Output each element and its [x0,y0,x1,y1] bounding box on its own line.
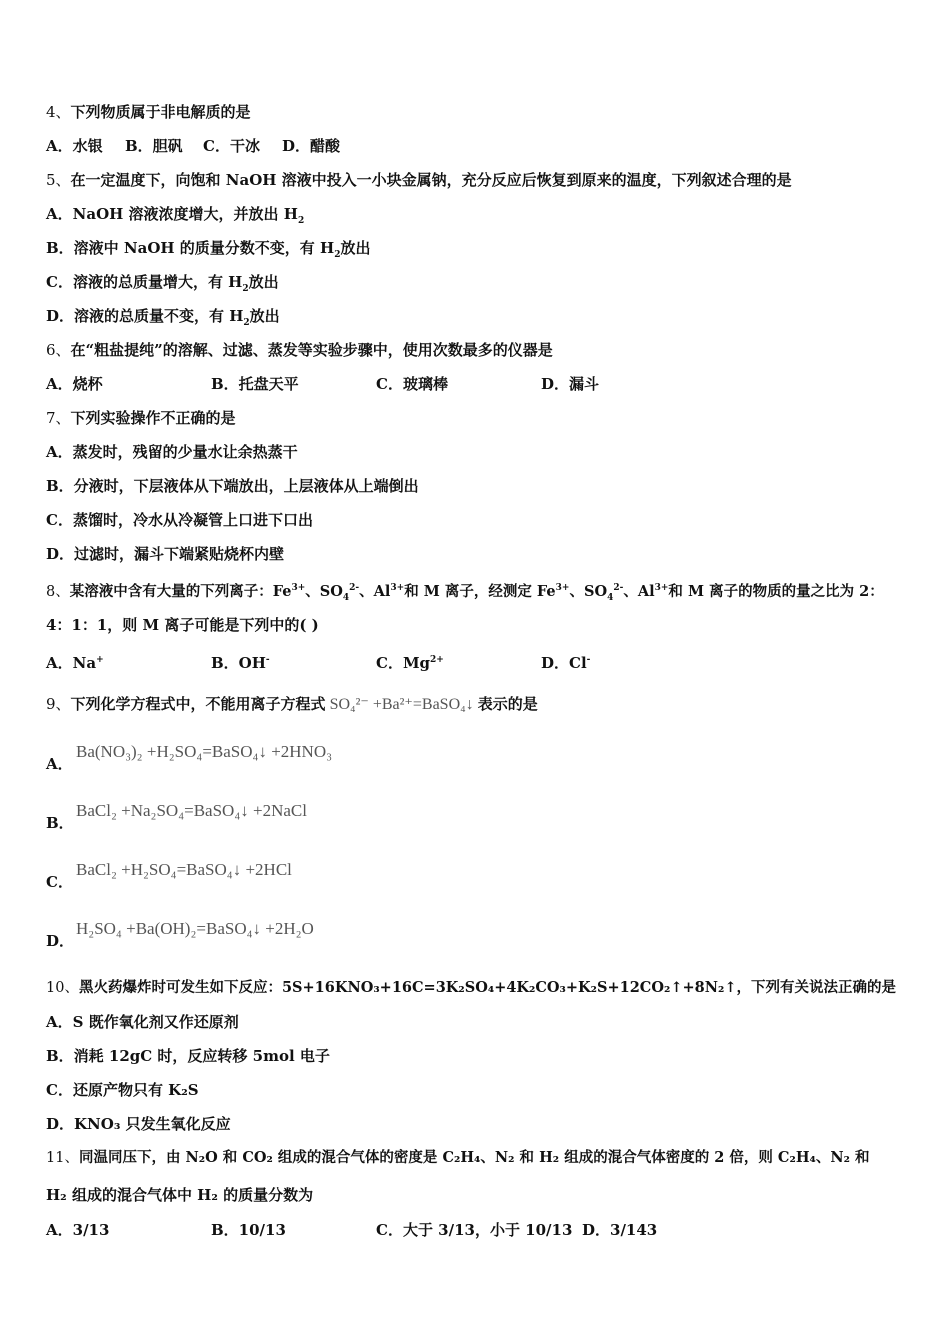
question-11-stem-line2: H₂ 组成的混合气体中 H₂ 的质量分数为 [46,1186,314,1204]
q10-option-d[interactable]: D．KNO₃ 只发生氧化反应 [46,1115,231,1133]
question-10-stem: 10、黑火药爆炸时可发生如下反应：5S+16KNO₃+16C=3K₂SO₄+4K₂CO₃+K₂S+12CO₂↑+8N₂↑，下列有关说法正确的是 [46,979,896,996]
q8-option-c[interactable]: C．$Mg^{2+}$ [376,654,444,672]
question-4-stem: 4、下列物质属于非电解质的是 [46,103,251,121]
q9-option-c-label[interactable]: C． [46,873,73,891]
q11-option-d[interactable]: D．3/143 [582,1221,658,1239]
q6-option-a[interactable]: A．烧杯 [46,375,103,393]
q6-option-b[interactable]: B．托盘天平 [211,375,299,393]
q4-option-d[interactable]: D．醋酸 [282,137,341,155]
question-6-stem: 6、在“粗盐提纯”的溶解、过滤、蒸发等实验步骤中，使用次数最多的仪器是 [46,341,553,359]
question-7-stem: 7、下列实验操作不正确的是 [46,409,236,427]
q9-option-c-equation: BaCl₂ +H₂SO₄=BaSO₄↓ +2HCl [76,860,292,879]
q8-option-d[interactable]: D．Cl- [541,654,591,672]
q7-option-d[interactable]: D．过滤时，漏斗下端紧贴烧杯内壁 [46,545,285,563]
q11-option-a[interactable]: A．3/13 [46,1221,110,1239]
q4-option-a[interactable]: A．水银 [46,137,103,155]
q10-option-b[interactable]: B．消耗 12gC 时，反应转移 5mol 电子 [46,1047,330,1065]
q9-option-d-label[interactable]: D． [46,932,75,950]
q10-option-a[interactable]: A．S 既作氧化剂又作还原剂 [46,1013,239,1031]
q7-option-a[interactable]: A．蒸发时，残留的少量水让余热蒸干 [46,443,298,461]
ionic-equation: SO₄²⁻ +Ba²⁺=BaSO₄↓ [329,696,474,713]
q4-option-b[interactable]: B．胆矾 [125,137,183,155]
q7-option-c[interactable]: C．蒸馏时，冷水从冷凝管上口进下口出 [46,511,313,529]
q6-option-c[interactable]: C．玻璃棒 [376,375,448,393]
q8-option-a[interactable]: A．Na+ [46,654,104,672]
q9-option-d-equation: H₂SO₄ +Ba(OH)₂=BaSO₄↓ +2H₂O [76,919,314,938]
q5-option-d[interactable]: D．溶液的总质量不变，有 $H_2$放出 [46,307,280,328]
q5-option-b[interactable]: B．溶液中 NaOH 的质量分数不变，有 $H_2$放出 [46,239,371,260]
q7-option-b[interactable]: B．分液时，下层液体从下端放出，上层液体从上端倒出 [46,477,419,495]
question-8-stem: 8、某溶液中含有大量的下列离子：$Fe^{3+}$、$SO_4^{2-}$、$Al^{3+}$和 M 离子，经测定 $Fe^{3+}$、$SO_4^{2-}$、$Al^{3+}$和 M 离子的物质的量之比为 2： [46,582,884,603]
question-8-stem-line2: 4：1：1，则 M 离子可能是下列中的( ) [46,616,319,634]
q9-option-b-label[interactable]: B． [46,814,74,832]
q8-option-b[interactable]: B．OH- [211,654,270,672]
question-11-stem: 11、同温同压下，由 N₂O 和 CO₂ 组成的混合气体的密度是 C₂H₄、N₂ 和 H₂ 组成的混合气体密度的 2 倍，则 C₂H₄、N₂ 和 [46,1149,870,1166]
question-9-stem: 9、下列化学方程式中，不能用离子方程式 SO₄²⁻ +Ba²⁺=BaSO₄↓ 表示的是 [46,695,538,713]
reaction-equation: 5S+16KNO₃+16C=3K₂SO₄+4K₂CO₃+K₂S+12CO₂↑+8N₂↑ [281,979,737,996]
q6-option-d[interactable]: D．漏斗 [541,375,600,393]
q4-option-c[interactable]: C．干冰 [203,137,260,155]
q9-option-a-equation: Ba(NO₃)₂ +H₂SO₄=BaSO₄↓ +2HNO₃ [76,742,333,761]
q5-option-a[interactable]: A．NaOH 溶液浓度增大，并放出 $H_2$ [46,205,305,226]
q9-option-b-equation: BaCl₂ +Na₂SO₄=BaSO₄↓ +2NaCl [76,801,307,820]
q9-option-a-label[interactable]: A． [46,755,73,773]
q10-option-c[interactable]: C．还原产物只有 K₂S [46,1081,199,1099]
question-5-stem: 5、在一定温度下，向饱和 NaOH 溶液中投入一小块金属钠，充分反应后恢复到原来的温度，下列叙述合理的是 [46,171,792,189]
q11-option-c[interactable]: C．大于 3/13，小于 10/13 [376,1221,573,1239]
q5-option-c[interactable]: C．溶液的总质量增大，有 $H_2$放出 [46,273,279,294]
q11-option-b[interactable]: B．10/13 [211,1221,286,1239]
